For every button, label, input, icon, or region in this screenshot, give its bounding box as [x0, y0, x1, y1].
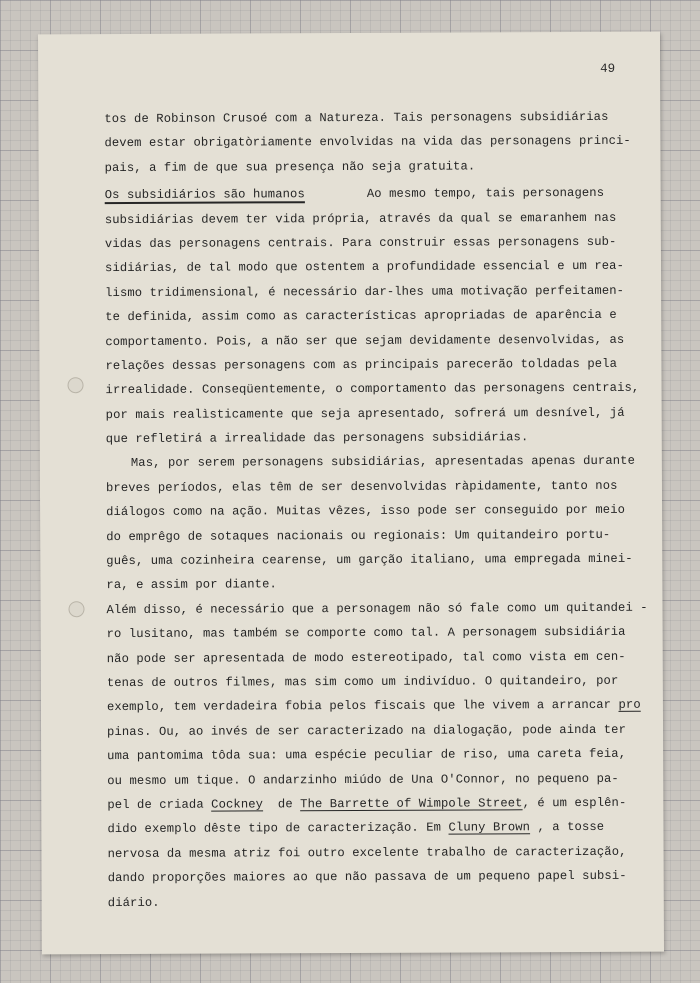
text-line: pinas. Ou, ao invés de ser caracterizado na dialogação, pode ainda ter — [107, 722, 627, 739]
text-line: comportamento. Pois, a não ser que sejam devidamente desenvolvidas, as — [105, 332, 625, 349]
underlined-title: Cluny Brown — [448, 820, 531, 835]
text-line: pais, a fim de que sua presença não seja gratuita. — [104, 159, 476, 175]
page-body — [104, 105, 648, 915]
text-span: pel de criada — [107, 797, 212, 813]
text-span: dido exemplo dêste tipo de caracterização. Em — [107, 820, 449, 837]
text-line: nervosa da mesma atriz foi outro excelente trabalho de caracterização, — [107, 844, 627, 861]
section-heading: Os subsidiários são humanos — [104, 187, 305, 203]
text-line: ra, e assim por diante. — [106, 577, 277, 593]
text-line: do emprêgo de sotaques nacionais ou regionais: Um quitandeiro portu- — [106, 527, 611, 544]
page-number: 49 — [600, 61, 616, 76]
underlined-text: pro — [618, 698, 641, 713]
text-line: que refletirá a irrealidade das personagens subsidiárias. — [105, 430, 529, 447]
text-line — [106, 693, 641, 720]
text-line: Mas, por serem personagens subsidiárias, apresentadas apenas durante — [130, 454, 636, 471]
text-line: ro lusitano, mas também se comporte como tal. A personagem subsidiária — [106, 625, 626, 642]
text-line: tenas de outros filmes, mas sim como um indivíduo. O quitandeiro, por — [106, 673, 619, 691]
text-span: Ao mesmo tempo, tais personagens — [366, 186, 605, 202]
text-line: por mais realìsticamente que seja apresentado, sofrerá um desnível, já — [105, 405, 625, 422]
text-line: ou mesmo um tique. O andarzinho miúdo de Una O'Connor, no pequeno pa- — [107, 771, 619, 788]
text-span: , a tosse — [530, 820, 605, 835]
text-line: uma pantomima tôda sua: uma espécie peculiar de riso, uma careta feia, — [107, 746, 627, 764]
text-line: relações dessas personagens com as principais parecerão toldadas pela — [105, 356, 618, 373]
text-line: diálogos como na ação. Muitas vêzes, isso pode ser conseguido por meio — [106, 503, 626, 520]
underlined-text: Cockney — [211, 797, 264, 812]
text-line — [107, 815, 632, 842]
text-span: , é um esplên- — [522, 795, 627, 811]
text-line — [107, 791, 632, 818]
text-span: exemplo, tem verdadeira fobia pelos fiscais que lhe vivem a arrancar — [106, 698, 619, 715]
text-line: breves períodos, elas têm de ser desenvolvidas ràpidamente, tanto nos — [105, 478, 618, 495]
text-line: sidiárias, de tal modo que ostentem a profundidade essencial e um rea- — [104, 259, 625, 276]
underlined-title: The Barrette of Wimpole Street — [300, 796, 523, 812]
text-span: de — [263, 797, 301, 812]
text-line: diário. — [107, 895, 160, 910]
text-line: lismo tridimensional, é necessário dar-lhes uma motivação perfeitamen- — [105, 283, 625, 300]
text-line: irrealidade. Conseqüentemente, o comportamento das personagens centrais, — [105, 381, 640, 398]
text-line: dando proporções maiores ao que não passava de um pequeno papel subsi- — [107, 868, 627, 886]
text-line: Além disso, é necessário que a personagem não só fale como um quitandei - — [106, 600, 648, 617]
text-line: não pode ser apresentada de modo estereotipado, tal como vista em cen- — [106, 649, 626, 666]
text-line: guês, uma cozinheira cearense, um garção italiano, uma empregada minei- — [106, 551, 633, 569]
text-line: te definida, assim como as características apropriadas de aparência e — [105, 307, 617, 325]
text-line: vidas das personagens centrais. Para construir essas personagens sub- — [104, 234, 617, 252]
text-line — [105, 181, 630, 208]
typewritten-page — [38, 32, 664, 955]
text-line: devem estar obrigatòriamente envolvidas na vida das personagens princi- — [104, 134, 631, 151]
binder-hole — [67, 377, 83, 393]
text-line: subsidiárias devem ter vida própria, através da qual se emaranhem nas — [104, 210, 617, 227]
binder-hole — [68, 601, 84, 617]
text-line: tos de Robinson Crusoé com a Natureza. Tais personagens subsidiárias — [104, 109, 609, 127]
